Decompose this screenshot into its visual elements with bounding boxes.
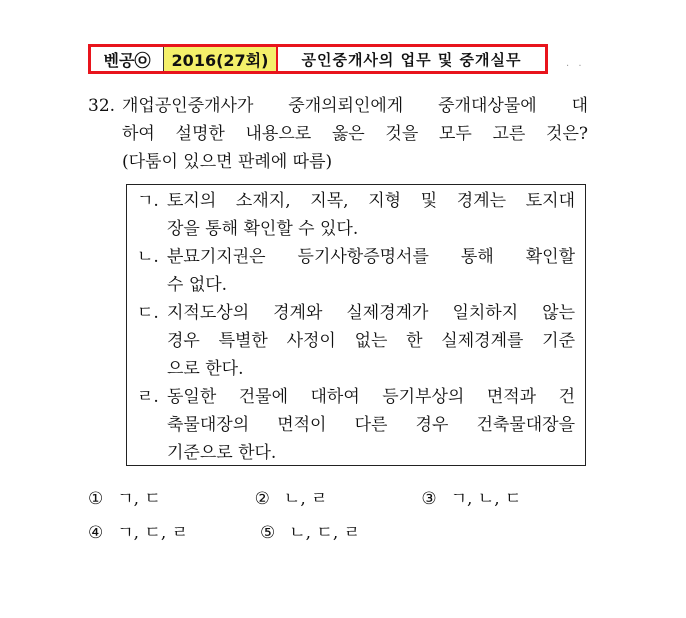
statement-line: 토지의 소재지, 지목, 지형 및 경계는 토지대	[167, 191, 575, 211]
choice-number: ①	[88, 489, 104, 509]
choice-row	[88, 516, 588, 550]
statement-line: 기준으로 한다.	[167, 443, 277, 463]
statement-text	[167, 187, 575, 243]
statement-line: 지적도상의 경계와 실제경계가 일치하지 않는	[167, 303, 575, 323]
choice-number: ③	[421, 489, 437, 509]
question-block	[88, 92, 588, 176]
statement-line: 수 없다.	[167, 275, 228, 295]
statement-text	[167, 299, 575, 383]
choice-5[interactable]	[260, 516, 432, 550]
subject-title: 공인중개사의 업무 및 중개실무	[278, 47, 545, 71]
publisher-label: 벤공㉧	[91, 47, 163, 71]
choice-text: ㄴ, ㄹ	[283, 489, 328, 509]
choice-3[interactable]	[421, 482, 588, 516]
statement-mark: ㄱ.	[137, 191, 159, 211]
statement-mark: ㄴ.	[137, 247, 159, 267]
question-text-2: 하여 설명한 내용으로 옳은 것을 모두 고른 것은?	[122, 124, 588, 144]
choice-1[interactable]	[88, 482, 255, 516]
question-number: 32.	[88, 96, 116, 116]
choice-number: ④	[88, 523, 104, 543]
question-text-1: 개업공인중개사가 중개의뢰인에게 중개대상물에 대	[122, 96, 588, 116]
statement-text	[167, 383, 575, 467]
choice-text: ㄱ, ㄷ, ㄹ	[117, 523, 189, 543]
choice-number: ⑤	[260, 523, 276, 543]
exam-year-label: 2016(27회)	[163, 47, 278, 71]
statements-box	[126, 184, 586, 466]
statement-item	[137, 243, 575, 299]
choice-number: ②	[254, 489, 270, 509]
choice-text: ㄱ, ㄷ	[117, 489, 161, 509]
statement-line: 축물대장의 면적이 다른 경우 건축물대장을	[167, 415, 575, 435]
choice-row	[88, 482, 588, 516]
choice-2[interactable]	[255, 482, 422, 516]
question-condition: (다툼이 있으면 판례에 따름)	[122, 152, 333, 172]
question-line-3	[88, 148, 588, 176]
choice-text: ㄱ, ㄴ, ㄷ	[450, 489, 522, 509]
statement-line: 동일한 건물에 대하여 등기부상의 면적과 건	[167, 387, 575, 407]
answer-choices	[88, 482, 588, 550]
statement-mark: ㄷ.	[137, 303, 159, 323]
statement-item	[137, 187, 575, 243]
choice-4[interactable]	[88, 516, 260, 550]
statement-line: 분묘기지권은 등기사항증명서를 통해 확인할	[167, 247, 575, 267]
statement-item	[137, 383, 575, 467]
statement-line: 경우 특별한 사정이 없는 한 실제경계를 기준	[167, 331, 575, 351]
statement-text	[167, 243, 575, 299]
question-line-2	[88, 120, 588, 148]
exam-header	[88, 44, 548, 74]
statement-mark: ㄹ.	[137, 387, 159, 407]
statement-line: 으로 한다.	[167, 359, 244, 379]
statement-line: 장을 통해 확인할 수 있다.	[167, 219, 359, 239]
choice-text: ㄴ, ㄷ, ㄹ	[289, 523, 361, 543]
statement-item	[137, 299, 575, 383]
header-dots: . .	[566, 58, 585, 69]
question-line-1	[88, 92, 588, 120]
